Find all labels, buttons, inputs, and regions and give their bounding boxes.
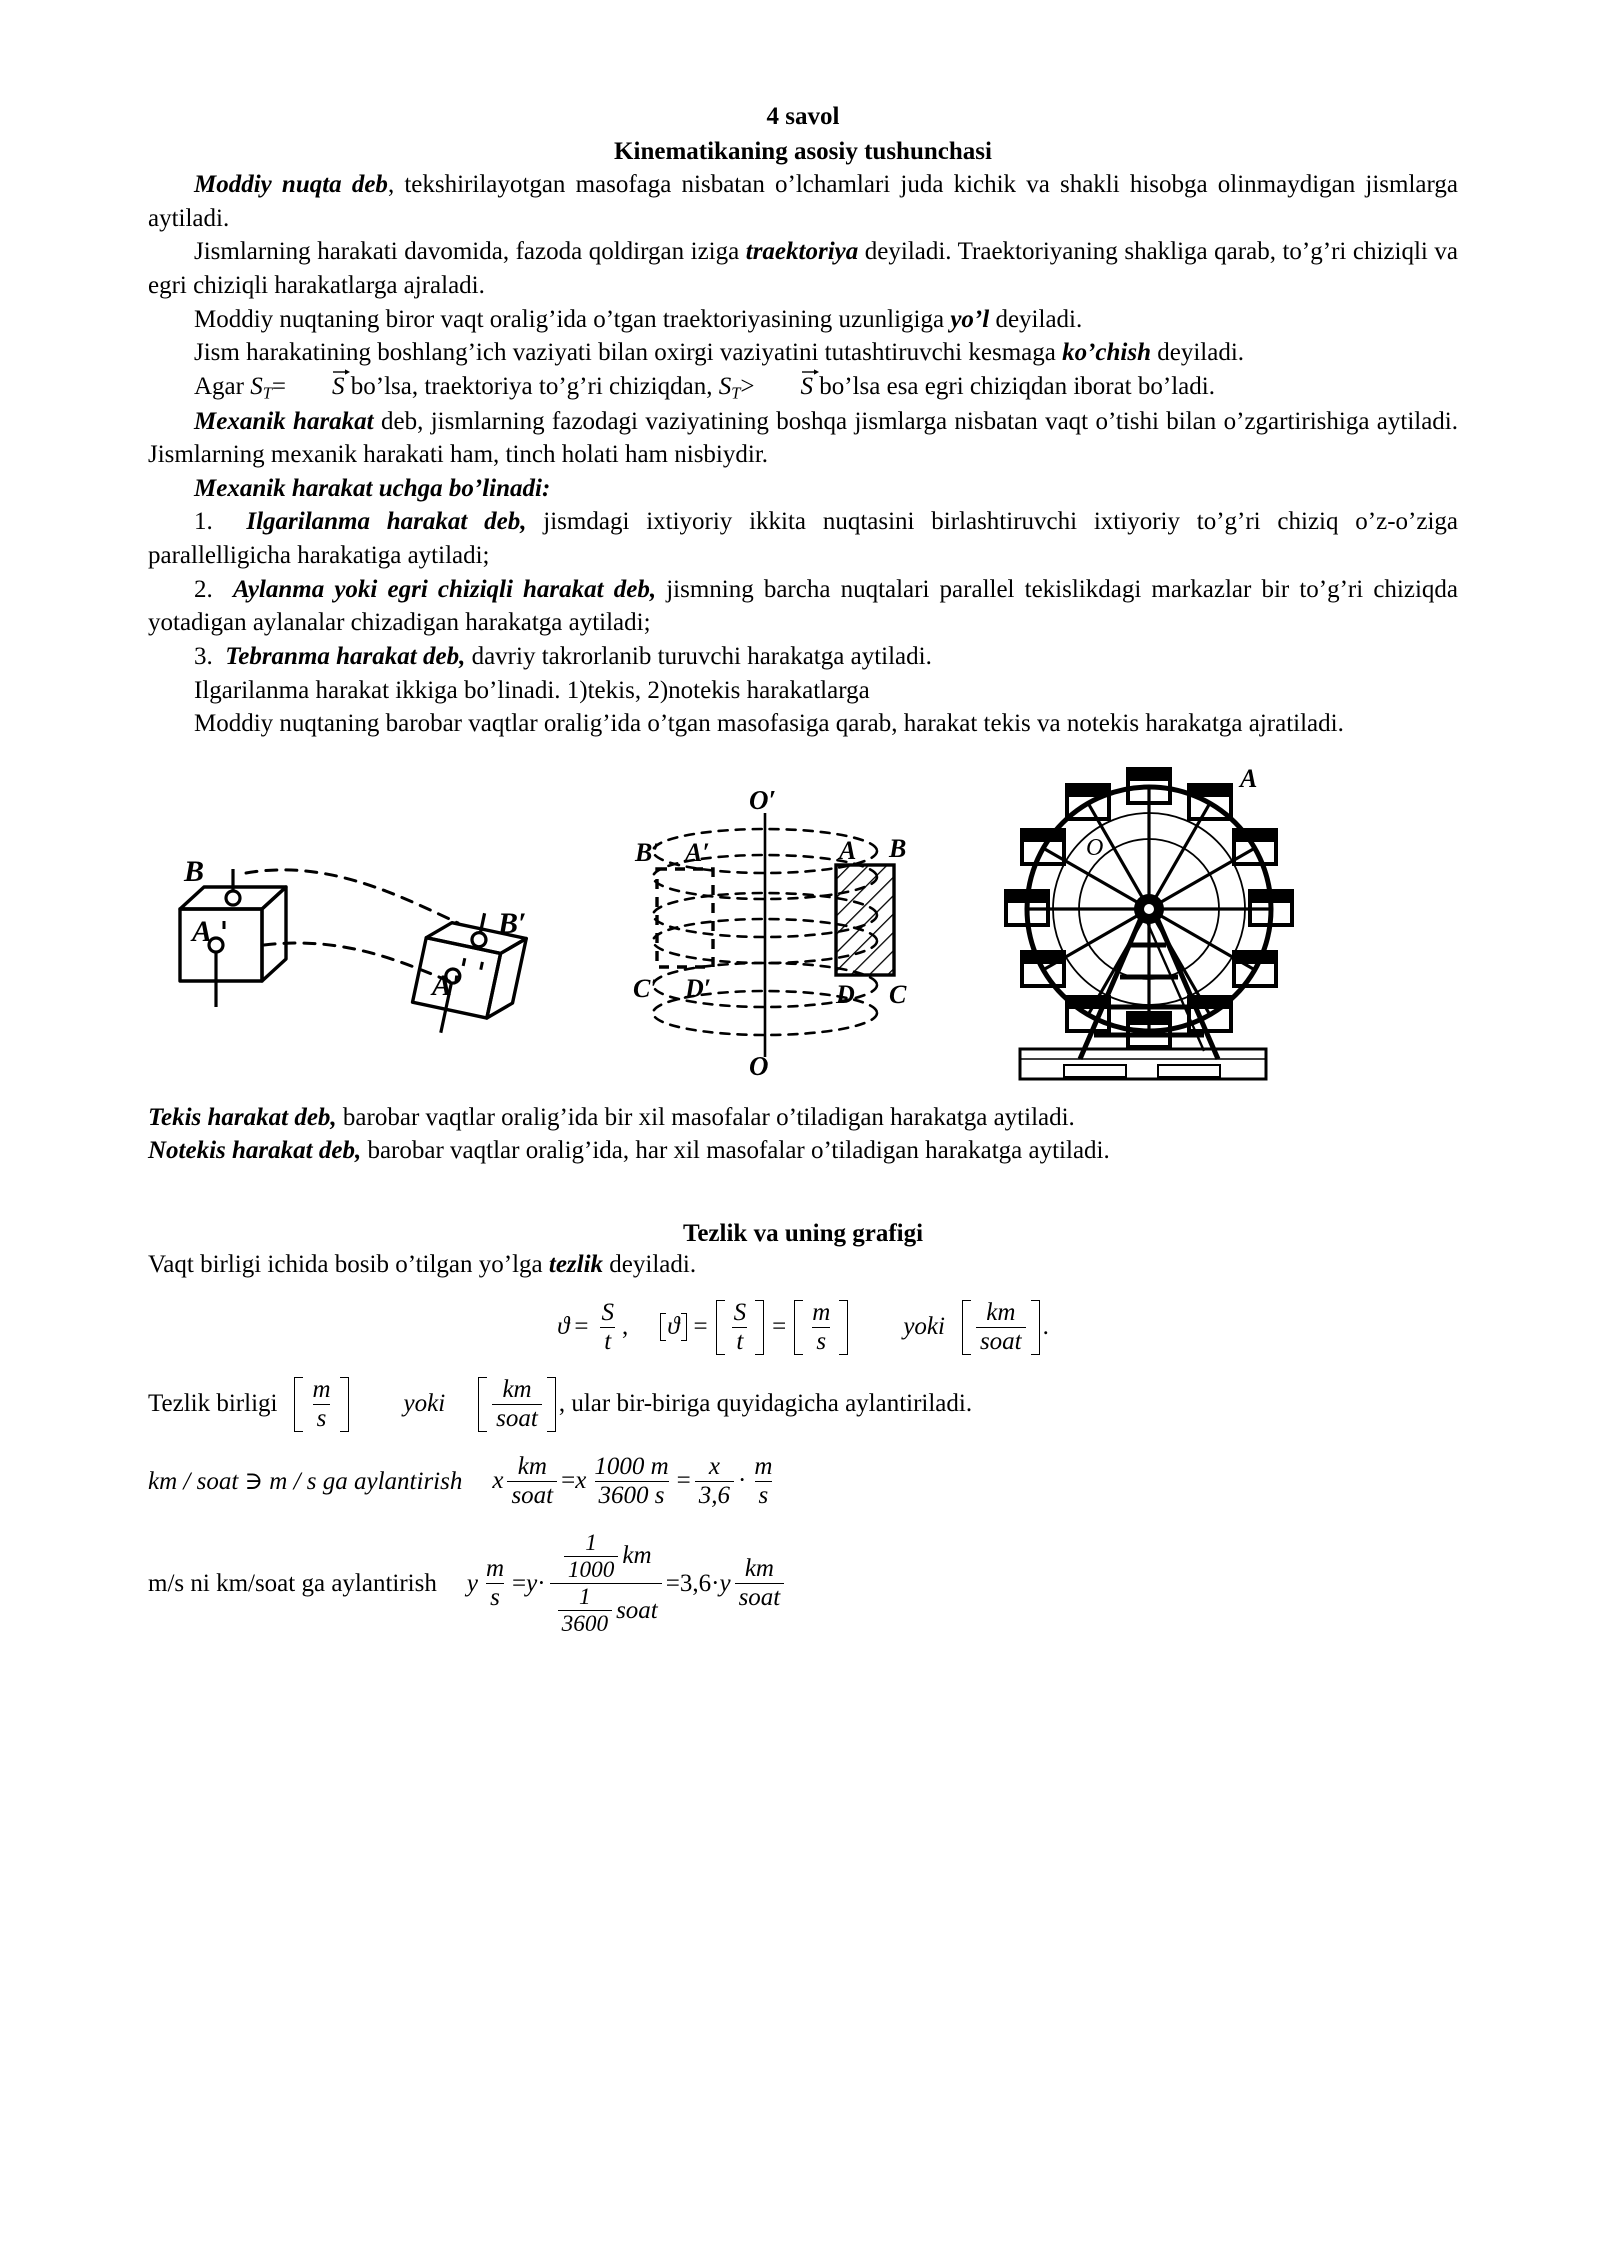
fig2-label-B-prime: B′ <box>635 837 660 867</box>
frac-S-over-t <box>598 1300 619 1355</box>
units-den-s: s <box>313 1404 331 1432</box>
var-y-3: y <box>719 1569 731 1597</box>
sym-eq-3: = <box>772 1313 787 1341</box>
paragraph-kochish <box>148 336 1458 370</box>
formula-ms-to-km <box>148 1531 1458 1637</box>
page-subtitle: Kinematikaning asosiy tushunchasi <box>614 138 992 165</box>
symbol-S-T: S <box>250 372 263 400</box>
fig2-rect-ABCD-prime <box>657 869 713 967</box>
page-content <box>148 100 1458 1636</box>
frac-num-S: S <box>601 1298 614 1326</box>
list-item-3 <box>148 640 1458 674</box>
frac-1-over-3600 <box>558 1585 613 1636</box>
c1-eq-2: = <box>676 1467 691 1495</box>
c1-den-s: s <box>755 1481 773 1509</box>
formula-km-to-ms <box>148 1454 1458 1509</box>
sym-eq-2: = <box>693 1313 708 1341</box>
yol-before: Moddiy nuqtaning biror vaqt oralig’ida o’tgan traektoriyasining uzunligiga <box>194 305 951 333</box>
figure-ferris-wheel <box>998 759 1298 1114</box>
c2-unit-soat: soat <box>616 1596 658 1624</box>
frac3-num-m: m <box>812 1298 831 1326</box>
fig2-label-O-prime: O′ <box>749 788 777 815</box>
yol-after: deyiladi. <box>989 305 1083 333</box>
frac2-num-S: S <box>733 1298 747 1326</box>
label-km-to-ms: km / soat ∋ m / s ga aylantirish <box>148 1468 463 1496</box>
tezlik-lead-after: deyiladi. <box>603 1251 697 1279</box>
list-item-2 <box>148 573 1458 640</box>
list-item-3-text: davriy takrorlanib turuvchi harakatga aytiladi. <box>465 642 932 670</box>
fig2-rect-ABCD <box>836 865 894 975</box>
list-item-1-text: jismdagi ixtiyoriy ikkita nuqtasini birlashtiruvchi ixtiyoriy to’g’ri chiziq o’z-o’ziga parallelligicha harakatiga aytiladi; <box>148 508 1459 570</box>
formula-velocity-definition <box>148 1300 1458 1355</box>
term-tezlik: tezlik <box>548 1251 604 1279</box>
frac-1-over-1000 <box>564 1531 619 1582</box>
frac2-den-t: t <box>732 1327 747 1355</box>
figure-translational-motion <box>158 859 578 1064</box>
page-title: 4 savol <box>766 103 840 130</box>
list-item-1 <box>148 505 1458 572</box>
frac-complex-1000-3600 <box>550 1531 662 1637</box>
c2-den-soat: soat <box>735 1583 785 1611</box>
title-block <box>148 100 1458 168</box>
paragraph-traektoriya <box>148 235 1458 302</box>
var-y-2: y <box>526 1569 538 1597</box>
c2-num-m: m <box>485 1555 505 1583</box>
c1-num-x: x <box>708 1452 720 1480</box>
fig3-label-O: O <box>1086 834 1104 861</box>
var-y-1: y <box>466 1569 478 1597</box>
c2-dot-2: · <box>711 1569 720 1597</box>
fig2-label-C-prime: C′ <box>633 973 658 1003</box>
units-tail-text: , ular bir-biriga quyidagicha aylantiriladi. <box>558 1390 973 1418</box>
label-ms-to-km: m/s ni km/soat ga aylantirish <box>148 1569 437 1597</box>
frac3-den-s: s <box>812 1327 830 1355</box>
paragraph-agar-formula <box>148 370 1458 405</box>
bracket-theta <box>658 1313 688 1341</box>
figure-rotation-about-axis <box>613 789 913 1084</box>
bracket-m-over-s <box>791 1300 851 1355</box>
c2-eq-1: = <box>512 1569 527 1597</box>
c2-unit-km: km <box>622 1542 652 1570</box>
equals-sign: = <box>271 372 287 400</box>
units-den-soat: soat <box>492 1404 542 1432</box>
c2-inner-num-one: 1 <box>585 1529 597 1556</box>
c2-den-s: s <box>486 1583 504 1611</box>
c2-eq-2: = <box>665 1569 680 1597</box>
word-yoki-1: yoki <box>903 1313 945 1341</box>
symbol-S-vector-2: S <box>755 370 814 404</box>
subscript-T-2: T <box>731 383 741 403</box>
fig2-label-O: O <box>749 1050 769 1079</box>
list-number-3: 3. <box>194 642 213 670</box>
sym-eq-1: = <box>574 1313 589 1341</box>
symbol-S-T-2: S <box>718 372 732 400</box>
caption-notekis-harakat <box>148 1134 1458 1168</box>
c2-inner-den-den: 3600 <box>558 1610 613 1636</box>
fig2-label-A: A <box>839 835 857 865</box>
traektoriya-before: Jismlarning harakati davomida, fazoda qoldirgan iziga <box>194 238 746 266</box>
fig1-label-B-prime: B′ <box>498 906 527 940</box>
frac-m-s-1 <box>750 1454 776 1509</box>
frac-x-36 <box>695 1454 734 1509</box>
c1-den-soat: soat <box>507 1481 557 1509</box>
fig2-label-D: D <box>836 979 855 1009</box>
caption-notekis-text: barobar vaqtlar oralig’ida, har xil masofalar o’tiladigan harakatga aytiladi. <box>361 1137 1110 1165</box>
term-mexanik-harakat: Mexanik harakat <box>194 407 374 435</box>
formula-units-row <box>148 1377 1458 1432</box>
frac-km-soat-1 <box>507 1454 557 1509</box>
frac-km-soat-2 <box>735 1556 785 1611</box>
term-ilgarilanma-harakat: Ilgarilanma harakat deb, <box>246 508 527 536</box>
bracket-S-over-t <box>713 1300 768 1355</box>
fig2-label-C: C <box>889 979 907 1009</box>
fig2-label-B: B <box>889 833 907 863</box>
var-x-2: x <box>575 1467 587 1495</box>
agar-word: Agar <box>194 372 244 400</box>
kochish-after: deyiladi. <box>1151 339 1245 367</box>
c1-num-km: km <box>517 1452 547 1480</box>
c1-dot: · <box>738 1467 747 1495</box>
bracket-units-km-soat <box>475 1377 559 1432</box>
c1-eq-1: = <box>561 1467 576 1495</box>
c1-num-m: m <box>754 1452 773 1480</box>
kochish-before: Jism harakatining boshlang’ich vaziyati bilan oxirgi vaziyatini tutashtiruvchi kesmaga <box>194 339 1063 367</box>
paragraph-barobar-vaqtlar: Moddiy nuqtaning barobar vaqtlar oralig’ida o’tgan masofasiga qarab, harakat tekis va notekis harakatga ajratiladi. <box>194 710 1344 738</box>
traektoriya-after: deyiladi. Traektoriyaning shakliga qarab, to’g’ri chiziqli va egri chiziqli harakatlarga ajraladi. <box>148 238 1458 299</box>
c2-inner-num-den: 1000 <box>564 1556 619 1582</box>
fig2-label-D-prime: D′ <box>685 973 712 1003</box>
fig1-label-A-prime: A′ <box>432 968 461 1002</box>
caption-tekis-text: barobar vaqtlar oralig’ida bir xil masofalar o’tiladigan harakatga aytiladi. <box>336 1103 1075 1131</box>
bracket-units-m-s <box>291 1377 351 1432</box>
sym-theta-bracketed: ϑ <box>667 1313 680 1341</box>
c2-num-km: km <box>744 1555 774 1583</box>
units-num-m: m <box>312 1375 331 1403</box>
fig1-label-B: B <box>184 858 205 888</box>
term-aylanma-harakat: Aylanma yoki egri chiziqli harakat deb, <box>233 575 657 603</box>
term-notekis-harakat: Notekis harakat deb, <box>148 1137 362 1165</box>
frac-1000m-3600s <box>590 1454 672 1509</box>
frac-m-s-2 <box>482 1556 508 1611</box>
term-traektoriya: traektoriya <box>745 238 859 266</box>
units-num-km: km <box>502 1375 532 1403</box>
bracket-km-over-soat <box>959 1300 1043 1355</box>
paragraph-yol <box>148 303 1458 337</box>
c2-inner-den-one: 1 <box>579 1584 591 1611</box>
c1-den-36: 3,6 <box>695 1481 734 1509</box>
label-tezlik-birligi: Tezlik birligi <box>148 1390 278 1418</box>
term-kochish: ko’chish <box>1062 339 1151 367</box>
paragraph-uchga-bolinadi <box>148 472 1458 506</box>
term-tebranma-harakat: Tebranma harakat deb, <box>225 642 466 670</box>
list-number-1: 1. <box>194 508 213 536</box>
fig2-label-A-prime: A′ <box>685 837 710 867</box>
c2-complex-num <box>556 1531 656 1583</box>
term-moddiy-nuqta: Moddiy nuqta deb <box>194 171 388 198</box>
paragraph-mexanik-harakat <box>148 405 1458 472</box>
agar-mid-text: bo’lsa, traektoriya to’g’ri chiziqdan, <box>350 372 713 400</box>
c2-dot-1: · <box>537 1569 546 1597</box>
agar-tail-text: bo’lsa esa egri chiziqdan iborat bo’ladi. <box>819 372 1215 400</box>
sym-period: . <box>1042 1313 1049 1341</box>
list-number-2: 2. <box>194 575 213 603</box>
c1-num-1000m: 1000 m <box>594 1452 669 1480</box>
paragraph-moddiy-nuqta <box>148 168 1458 235</box>
c1-den-3600s: 3600 s <box>595 1481 669 1509</box>
subscript-T: T <box>262 383 272 403</box>
wheel-base <box>1020 1049 1266 1079</box>
sym-comma: , <box>622 1313 629 1341</box>
term-tekis-harakat: Tekis harakat deb, <box>148 1103 337 1131</box>
fig1-label-A: A <box>192 914 213 948</box>
term-yol: yo’l <box>950 305 990 333</box>
figures-row <box>148 763 1458 1097</box>
symbol-S-vector: S <box>286 370 345 404</box>
heading-uchga-bolinadi: Mexanik harakat uchga bo’linadi: <box>194 474 551 502</box>
frac4-den-soat: soat <box>976 1327 1026 1355</box>
sym-theta: ϑ <box>557 1313 570 1341</box>
mexanik-harakat-text: deb, jismlarning fazodagi vaziyatining boshqa jismlarga nisbatan vaqt o’tishi bilan o’zgartirishiga aytiladi. Jismlarning mexanik harakati ham, tinch holati ham nisbiydir. <box>148 407 1458 469</box>
tezlik-lead-before: Vaqt birligi ichida bosib o’tilgan yo’lga <box>148 1251 549 1279</box>
greater-than-sign: > <box>740 372 755 400</box>
list-item-2-text: jismning barcha nuqtalari parallel tekislikdagi markazlar bir to’g’ri chiziqda yotadigan aylanalar chizadigan harakatga aytiladi; <box>148 575 1459 637</box>
c2-coef: 3,6 <box>679 1569 712 1597</box>
frac4-num-km: km <box>986 1298 1016 1326</box>
paragraph-ikkiga-bolinadi: Ilgarilanma harakat ikkiga bo’linadi. 1)tekis, 2)notekis harakatlarga <box>194 676 870 704</box>
var-x-1: x <box>492 1467 504 1495</box>
paragraph-moddiy-nuqta-text: , tekshirilayotgan masofaga nisbatan o’lchamlari juda kichik va shakli hisobga olinmaydigan jismlarga aytiladi. <box>148 171 1458 232</box>
section-heading-tezlik: Tezlik va uning grafigi <box>682 1220 924 1248</box>
c2-complex-den <box>550 1583 662 1636</box>
word-yoki-2: yoki <box>403 1390 446 1418</box>
paragraph-tezlik-lead <box>148 1248 1458 1282</box>
fig3-label-A: A <box>1240 763 1258 793</box>
frac-den-t: t <box>600 1327 615 1355</box>
